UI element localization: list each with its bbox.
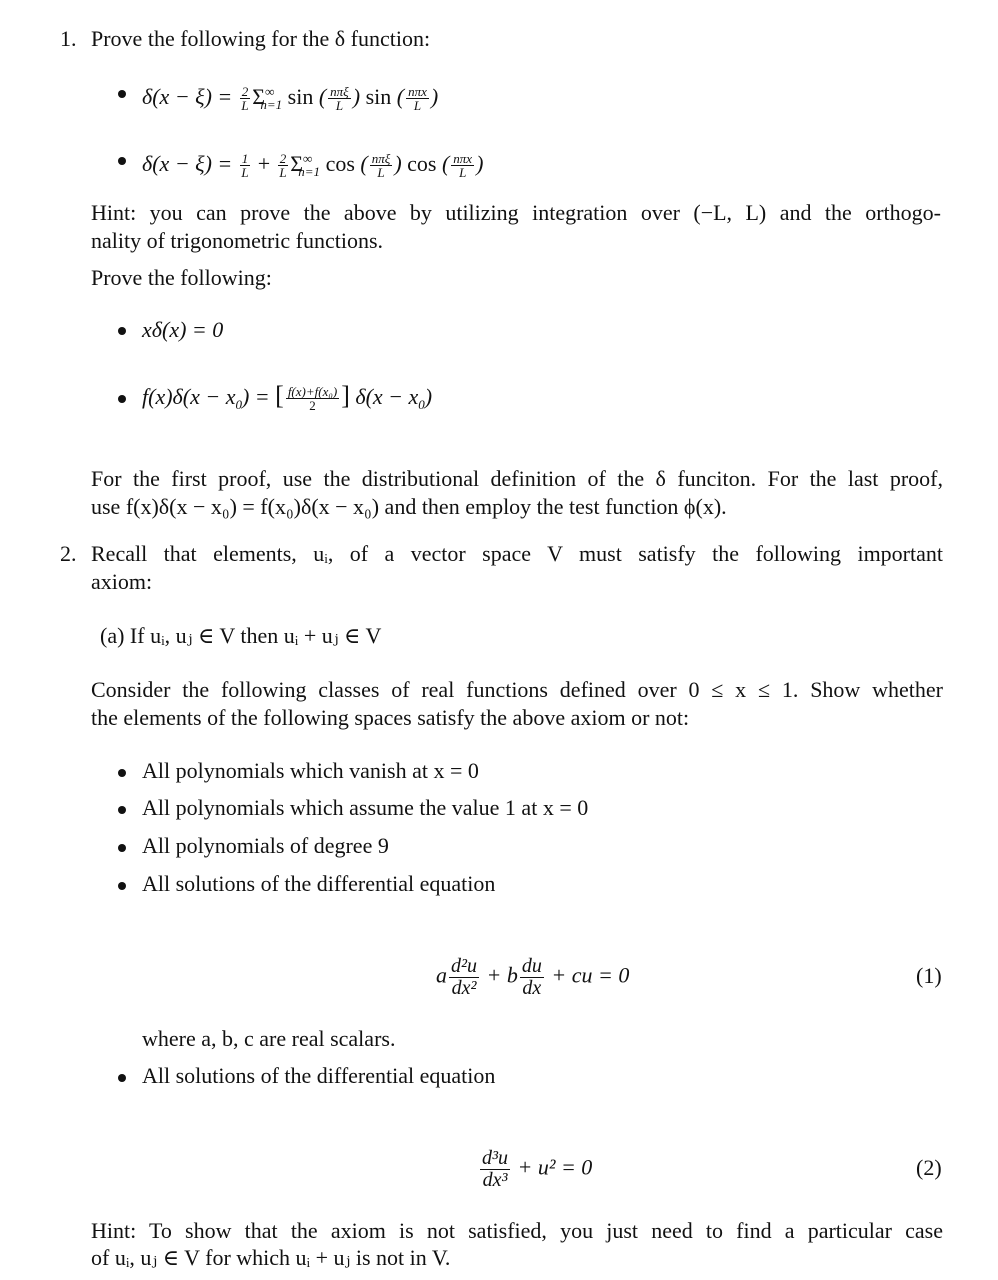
bullet: [118, 882, 126, 890]
equation-number-1: (1): [916, 963, 942, 988]
list-item: All solutions of the differential equation: [142, 1063, 496, 1088]
equation-2: $\frac{\text{d³u}}{\text{dx³}}$ + u² = 0: [482, 1147, 593, 1191]
problem-2-number: 2.: [60, 541, 77, 566]
problem-2-intro-line-1: Recall that elements, uᵢ, of a vector space V must satisfy the following important: [91, 541, 943, 566]
equation-number-2: (2): [916, 1155, 942, 1180]
delta-cosine-expansion: δ(x − ξ) = $\frac{1}{L}$ + $\frac{2}{L}$ $\Sigma^\infty_{n=1}$ cos ( $\frac{\text{nπξ}}{L}$ ) cos ( $\frac{\text{nπx}}{L}$ ): [142, 150, 484, 181]
bullet: [118, 327, 126, 335]
hint-2-line-1: Hint: To show that the axiom is not satisfied, you just need to find a particular case: [91, 1218, 943, 1243]
note-line-1: For the first proof, use the distributional definition of the δ funciton. For the last proof,: [91, 466, 943, 491]
bullet: [118, 769, 126, 777]
list-item: All solutions of the differential equation: [142, 871, 496, 896]
bullet: [118, 844, 126, 852]
prove-heading: Prove the following:: [91, 265, 272, 290]
list-item: All polynomials of degree 9: [142, 833, 389, 858]
delta-sine-expansion: δ(x − ξ) = $\frac{2}{L}$ $\Sigma^\infty_{n=1}$ sin ( $\frac{\text{nπξ}}{L}$ ) sin ( $\frac{\text{nπx}}{L}$ ): [142, 83, 439, 114]
bullet: [118, 395, 126, 403]
consider-line-1: Consider the following classes of real functions defined over 0 ≤ x ≤ 1. Show whether: [91, 677, 943, 702]
bullet: [118, 90, 126, 98]
list-item: All polynomials which vanish at x = 0: [142, 758, 479, 783]
bullet: [118, 806, 126, 814]
bullet: [118, 1074, 126, 1082]
hint-line-2: nality of trigonometric functions.: [91, 228, 384, 253]
hint-2-line-2: of uᵢ, uⱼ ∈ V for which uᵢ + uⱼ is not in V.: [91, 1245, 451, 1270]
x-delta-identity: xδ(x) = 0: [142, 317, 224, 342]
bullet: [118, 157, 126, 165]
problem-1-number: 1.: [60, 26, 77, 51]
where-scalars: where a, b, c are real scalars.: [142, 1026, 396, 1051]
problem-2-intro-line-2: axiom:: [91, 569, 153, 594]
problem-1-intro: Prove the following for the δ function:: [91, 26, 431, 51]
list-item: All polynomials which assume the value 1 at x = 0: [142, 795, 589, 820]
equation-1: a $\frac{\text{d²u}}{\text{dx²}}$ + b $\frac{du}{dx}$ + cu = 0: [436, 955, 630, 999]
consider-line-2: the elements of the following spaces satisfy the above axiom or not:: [91, 705, 690, 730]
axiom-a: (a) If uᵢ, uⱼ ∈ V then uᵢ + uⱼ ∈ V: [100, 623, 382, 648]
hint-line-1: Hint: you can prove the above by utilizing integration over (−L, L) and the orthogo-: [91, 200, 941, 225]
f-delta-identity: $f(x)\delta(x - x_0)$ = [ $\frac{\text{f(x)+f(x₀)}}{2}$ ] $\delta(x - x_0)$: [142, 381, 433, 414]
note-line-2: use f(x)δ(x − x₀) = f(x₀)δ(x − x₀) and then employ the test function ϕ(x).: [91, 494, 727, 519]
